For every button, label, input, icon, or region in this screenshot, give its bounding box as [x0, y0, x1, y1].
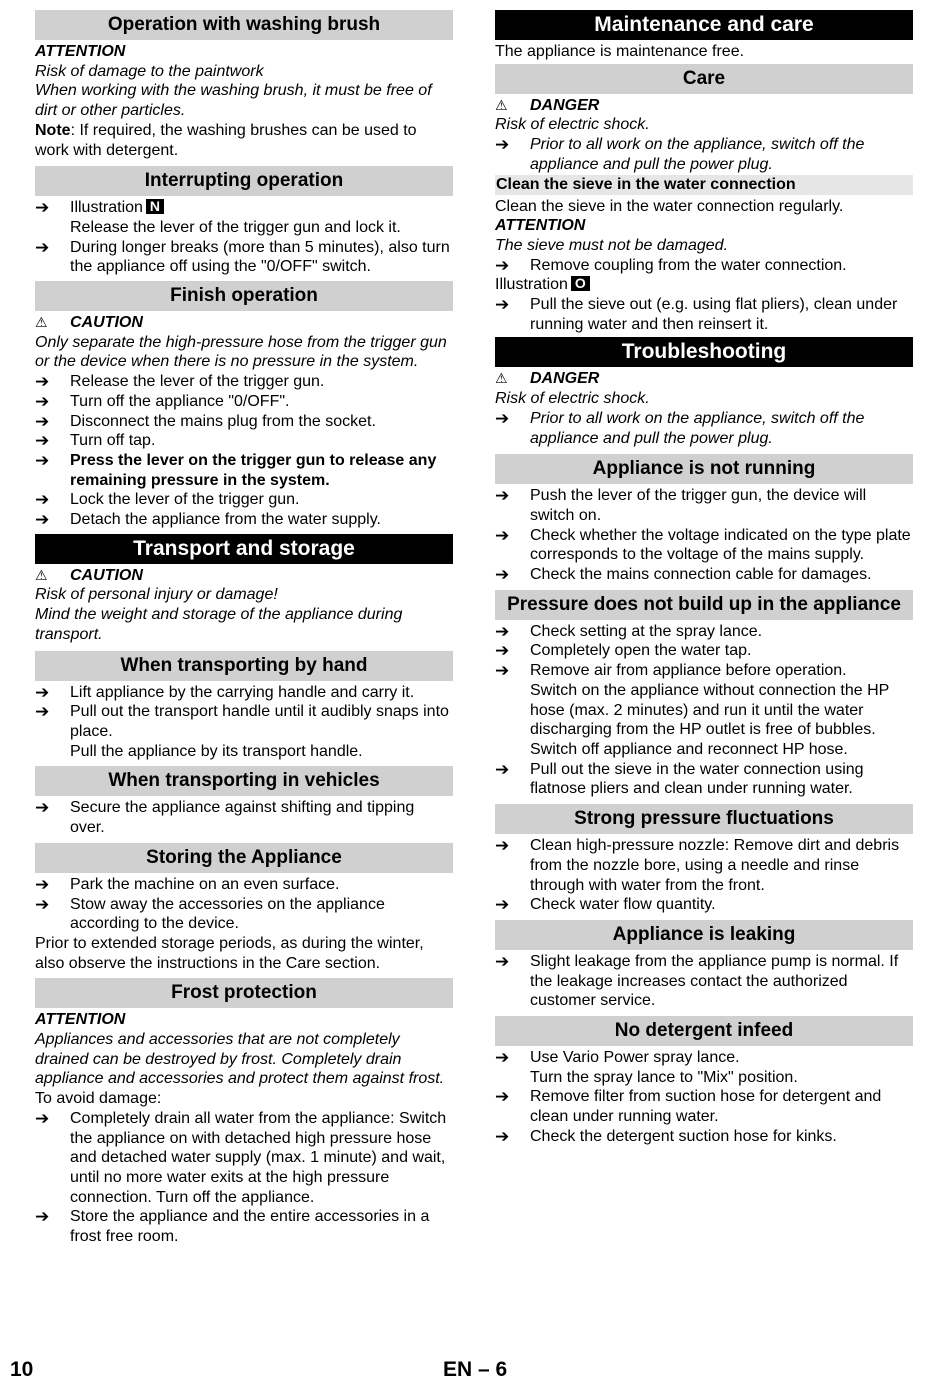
section-heading-leaking: Appliance is leaking: [495, 920, 913, 950]
list-item: [35, 451, 453, 490]
list-item-text: Disconnect the mains plug from the socket.: [70, 412, 376, 430]
list-item-text: Check the detergent suction hose for kinks.: [530, 1127, 837, 1145]
list-item: [495, 1087, 913, 1126]
list-item: [35, 875, 453, 895]
attention-label: ATTENTION: [495, 217, 586, 235]
illustration-label-box: O: [571, 276, 590, 291]
arrow-icon: ➔: [495, 759, 510, 779]
list-item: [35, 198, 453, 237]
list-item-text: Completely drain all water from the appliance: Switch the appliance on with detached high pressure hose and detached water supply (max. 1 minute) and wait, until no more water exits at the high pressure connection. Turn off the appliance.: [70, 1109, 447, 1206]
list-item-text: Use Vario Power spray lance. Turn the spray lance to "Mix" position.: [530, 1049, 798, 1086]
list-item: [35, 490, 453, 510]
list-item-text: Lift appliance by the carrying handle and carry it.: [70, 683, 415, 701]
note-text: : If required, the washing brushes can be used to work with detergent.: [35, 121, 417, 159]
arrow-icon: ➔: [495, 295, 510, 315]
section-heading-care: Care: [495, 64, 913, 94]
list-item: [35, 412, 453, 432]
list-item: [495, 1127, 913, 1147]
subsection-heading-sieve: Clean the sieve in the water connection: [495, 175, 913, 195]
warning-icon: ⚠: [35, 566, 48, 583]
chapter-heading-troubleshooting: Troubleshooting: [495, 337, 913, 367]
section-heading-not-running: Appliance is not running: [495, 454, 913, 484]
section-heading-interrupting: Interrupting operation: [35, 166, 453, 196]
arrow-icon: ➔: [35, 874, 50, 894]
arrow-icon: ➔: [35, 702, 50, 722]
list-item: [495, 526, 913, 565]
list-item-text: Pull the appliance by its transport handle.: [70, 742, 363, 760]
list-item-text: Lock the lever of the trigger gun.: [70, 491, 300, 509]
list-item: [35, 1109, 453, 1208]
list-item-text: Park the machine on an even surface.: [70, 875, 340, 893]
list-item-text: Release the lever of the trigger gun.: [70, 373, 325, 391]
page-number: 10: [10, 1358, 34, 1381]
list-item: [495, 836, 913, 895]
list-item-text-bold: Press the lever on the trigger gun to release any remaining pressure in the system.: [70, 451, 437, 489]
list-item: [495, 622, 913, 642]
list-item-text: Slight leakage from the appliance pump is normal. If the leakage increases contact the authorized customer service.: [530, 952, 899, 1010]
list-item-text: Prior to all work on the appliance, switch off the appliance and pull the power plug.: [530, 409, 865, 447]
list-item: [495, 952, 913, 1011]
caution-heading: [35, 566, 453, 586]
arrow-icon: ➔: [495, 621, 510, 641]
list-item-text: Check the mains connection cable for damages.: [530, 566, 872, 584]
warning-icon: ⚠: [495, 96, 508, 113]
arrow-icon: ➔: [495, 408, 510, 428]
illustration-label-box: N: [146, 199, 164, 214]
arrow-icon: ➔: [495, 255, 510, 275]
list-item-text: Prior to all work on the appliance, switch off the appliance and pull the power plug.: [530, 136, 865, 173]
arrow-icon: ➔: [35, 391, 50, 411]
arrow-icon: ➔: [35, 798, 50, 818]
arrow-icon: ➔: [495, 525, 510, 545]
caution-text: Risk of personal injury or damage!: [35, 586, 278, 604]
list-item-text: Secure the appliance against shifting and tipping over.: [70, 799, 415, 837]
section-heading-finish: Finish operation: [35, 281, 453, 311]
list-item: [495, 135, 913, 174]
attention-text: Appliances and accessories that are not completely drained can be destroyed by frost. Completely drain appliance and accessories and protect them against frost.: [35, 1031, 445, 1088]
list-item: [35, 798, 453, 837]
arrow-icon: ➔: [35, 372, 50, 392]
list-item-text: Pull out the sieve in the water connection using flatnose pliers and clean under running water.: [530, 760, 864, 798]
list-item-text: Turn off tap.: [70, 432, 156, 450]
right-column: [495, 10, 913, 1147]
list-item-text: Stow away the accessories on the appliance according to the device.: [70, 895, 385, 933]
arrow-icon: ➔: [35, 490, 50, 510]
attention-text: Risk of damage to the paintwork: [35, 62, 264, 80]
list-item: [35, 392, 453, 412]
list-item: [495, 256, 913, 276]
list-item-text: Remove coupling from the water connection.: [530, 256, 847, 274]
note-paragraph: [35, 121, 453, 160]
note-label: Note: [35, 121, 71, 139]
arrow-icon: ➔: [495, 951, 510, 971]
arrow-icon: ➔: [35, 1207, 50, 1227]
list-item-text: Completely open the water tap.: [530, 642, 752, 660]
arrow-icon: ➔: [495, 1087, 510, 1107]
arrow-icon: ➔: [495, 661, 510, 681]
arrow-icon: ➔: [495, 641, 510, 661]
list-item-text: Remove air from appliance before operation. Switch on the appliance without connection the HP hose (max. 2 minutes) and run it until the water discharging from the HP outlet is free of bubbles. Switch off appliance and reconnect HP hose.: [530, 662, 890, 758]
list-item: [495, 1048, 913, 1087]
warning-icon: ⚠: [495, 370, 508, 387]
section-heading-frost: Frost protection: [35, 978, 453, 1008]
arrow-icon: ➔: [495, 836, 510, 856]
danger-heading: [495, 369, 913, 389]
danger-label: DANGER: [530, 96, 600, 114]
illustration-ref: Illustration: [70, 199, 143, 217]
chapter-heading-transport: Transport and storage: [35, 534, 453, 564]
list-item-text: Pull out the transport handle until it audibly snaps into place.: [70, 703, 449, 740]
list-item-text: Detach the appliance from the water supply.: [70, 511, 381, 529]
caution-text: Only separate the high-pressure hose from the trigger gun or the device when there is no pressure in the system.: [35, 333, 447, 371]
list-item: [495, 565, 913, 585]
list-item-text: Push the lever of the trigger gun, the device will switch on.: [530, 487, 867, 524]
illustration-ref: [495, 275, 913, 295]
language-page-label: EN – 6: [443, 1358, 508, 1381]
chapter-heading-maintenance: Maintenance and care: [495, 10, 913, 40]
arrow-icon: ➔: [35, 411, 50, 431]
body-text: Prior to extended storage periods, as during the winter, also observe the instructions in the Care section.: [35, 934, 424, 972]
arrow-icon: ➔: [35, 237, 50, 257]
warning-icon: ⚠: [35, 314, 48, 331]
left-column: [35, 10, 453, 1247]
arrow-icon: ➔: [495, 1048, 510, 1068]
arrow-icon: ➔: [495, 895, 510, 915]
section-heading-fluctuations: Strong pressure fluctuations: [495, 804, 913, 834]
section-heading-by-hand: When transporting by hand: [35, 651, 453, 681]
section-heading-vehicles: When transporting in vehicles: [35, 766, 453, 796]
list-item: [495, 486, 913, 525]
arrow-icon: ➔: [35, 431, 50, 451]
list-item-text: Clean high-pressure nozzle: Remove dirt and debris from the nozzle bore, using a needle and rinse through with water from the front.: [530, 837, 900, 894]
list-item: [495, 661, 913, 760]
list-item: [495, 641, 913, 661]
list-item: [35, 895, 453, 934]
body-text: The appliance is maintenance free.: [495, 43, 745, 60]
section-heading-pressure: Pressure does not build up in the appliance: [495, 590, 913, 620]
danger-text: Risk of electric shock.: [495, 116, 650, 134]
arrow-icon: ➔: [495, 1126, 510, 1146]
arrow-icon: ➔: [35, 510, 50, 530]
list-item: [35, 372, 453, 392]
list-item: [495, 409, 913, 448]
list-item-text: Check whether the voltage indicated on the type plate corresponds to the voltage of the mains supply.: [530, 526, 911, 564]
caution-text: Mind the weight and storage of the appliance during transport.: [35, 606, 403, 643]
section-heading-washing-brush: Operation with washing brush: [35, 10, 453, 40]
list-item: [35, 431, 453, 451]
section-heading-storing: Storing the Appliance: [35, 843, 453, 873]
arrow-icon: ➔: [35, 1108, 50, 1128]
caution-label: CAUTION: [70, 566, 143, 584]
list-item: [35, 510, 453, 530]
arrow-icon: ➔: [495, 565, 510, 585]
danger-text: Risk of electric shock.: [495, 390, 650, 408]
list-item-text: Check water flow quantity.: [530, 896, 716, 914]
list-item: [35, 238, 453, 277]
list-item: [35, 683, 453, 703]
body-text: Clean the sieve in the water connection regularly.: [495, 197, 844, 215]
list-item-text: Release the lever of the trigger gun and lock it.: [70, 218, 401, 236]
attention-text: The sieve must not be damaged.: [495, 236, 729, 254]
list-item: [35, 702, 453, 761]
caution-heading: [35, 313, 453, 333]
list-item-text: Pull the sieve out (e.g. using flat pliers), clean under running water and then reinsert it.: [530, 296, 898, 333]
arrow-icon: ➔: [35, 450, 50, 470]
attention-label: ATTENTION: [35, 43, 126, 60]
list-item-text: Turn off the appliance "0/OFF".: [70, 392, 290, 410]
arrow-icon: ➔: [35, 894, 50, 914]
illustration-text: Illustration: [495, 276, 568, 294]
arrow-icon: ➔: [495, 486, 510, 506]
danger-label: DANGER: [530, 370, 600, 388]
section-heading-detergent: No detergent infeed: [495, 1016, 913, 1046]
arrow-icon: ➔: [35, 198, 50, 218]
list-item: [495, 760, 913, 799]
list-item-text: Store the appliance and the entire accessories in a frost free room.: [70, 1208, 430, 1246]
arrow-icon: ➔: [35, 682, 50, 702]
attention-label: ATTENTION: [35, 1011, 126, 1029]
list-item-text: Remove filter from suction hose for detergent and clean under running water.: [530, 1088, 882, 1126]
list-item-text: During longer breaks (more than 5 minutes), also turn the appliance off using the "0/OFF" switch.: [70, 238, 450, 276]
list-item: [495, 895, 913, 915]
list-item: [495, 295, 913, 334]
danger-heading: [495, 96, 913, 116]
list-item: [35, 1207, 453, 1246]
arrow-icon: ➔: [495, 135, 510, 155]
body-text: To avoid damage:: [35, 1090, 162, 1108]
caution-label: CAUTION: [70, 314, 143, 332]
attention-text: When working with the washing brush, it must be free of dirt or other particles.: [35, 82, 432, 120]
list-item-text: Check setting at the spray lance.: [530, 622, 763, 640]
